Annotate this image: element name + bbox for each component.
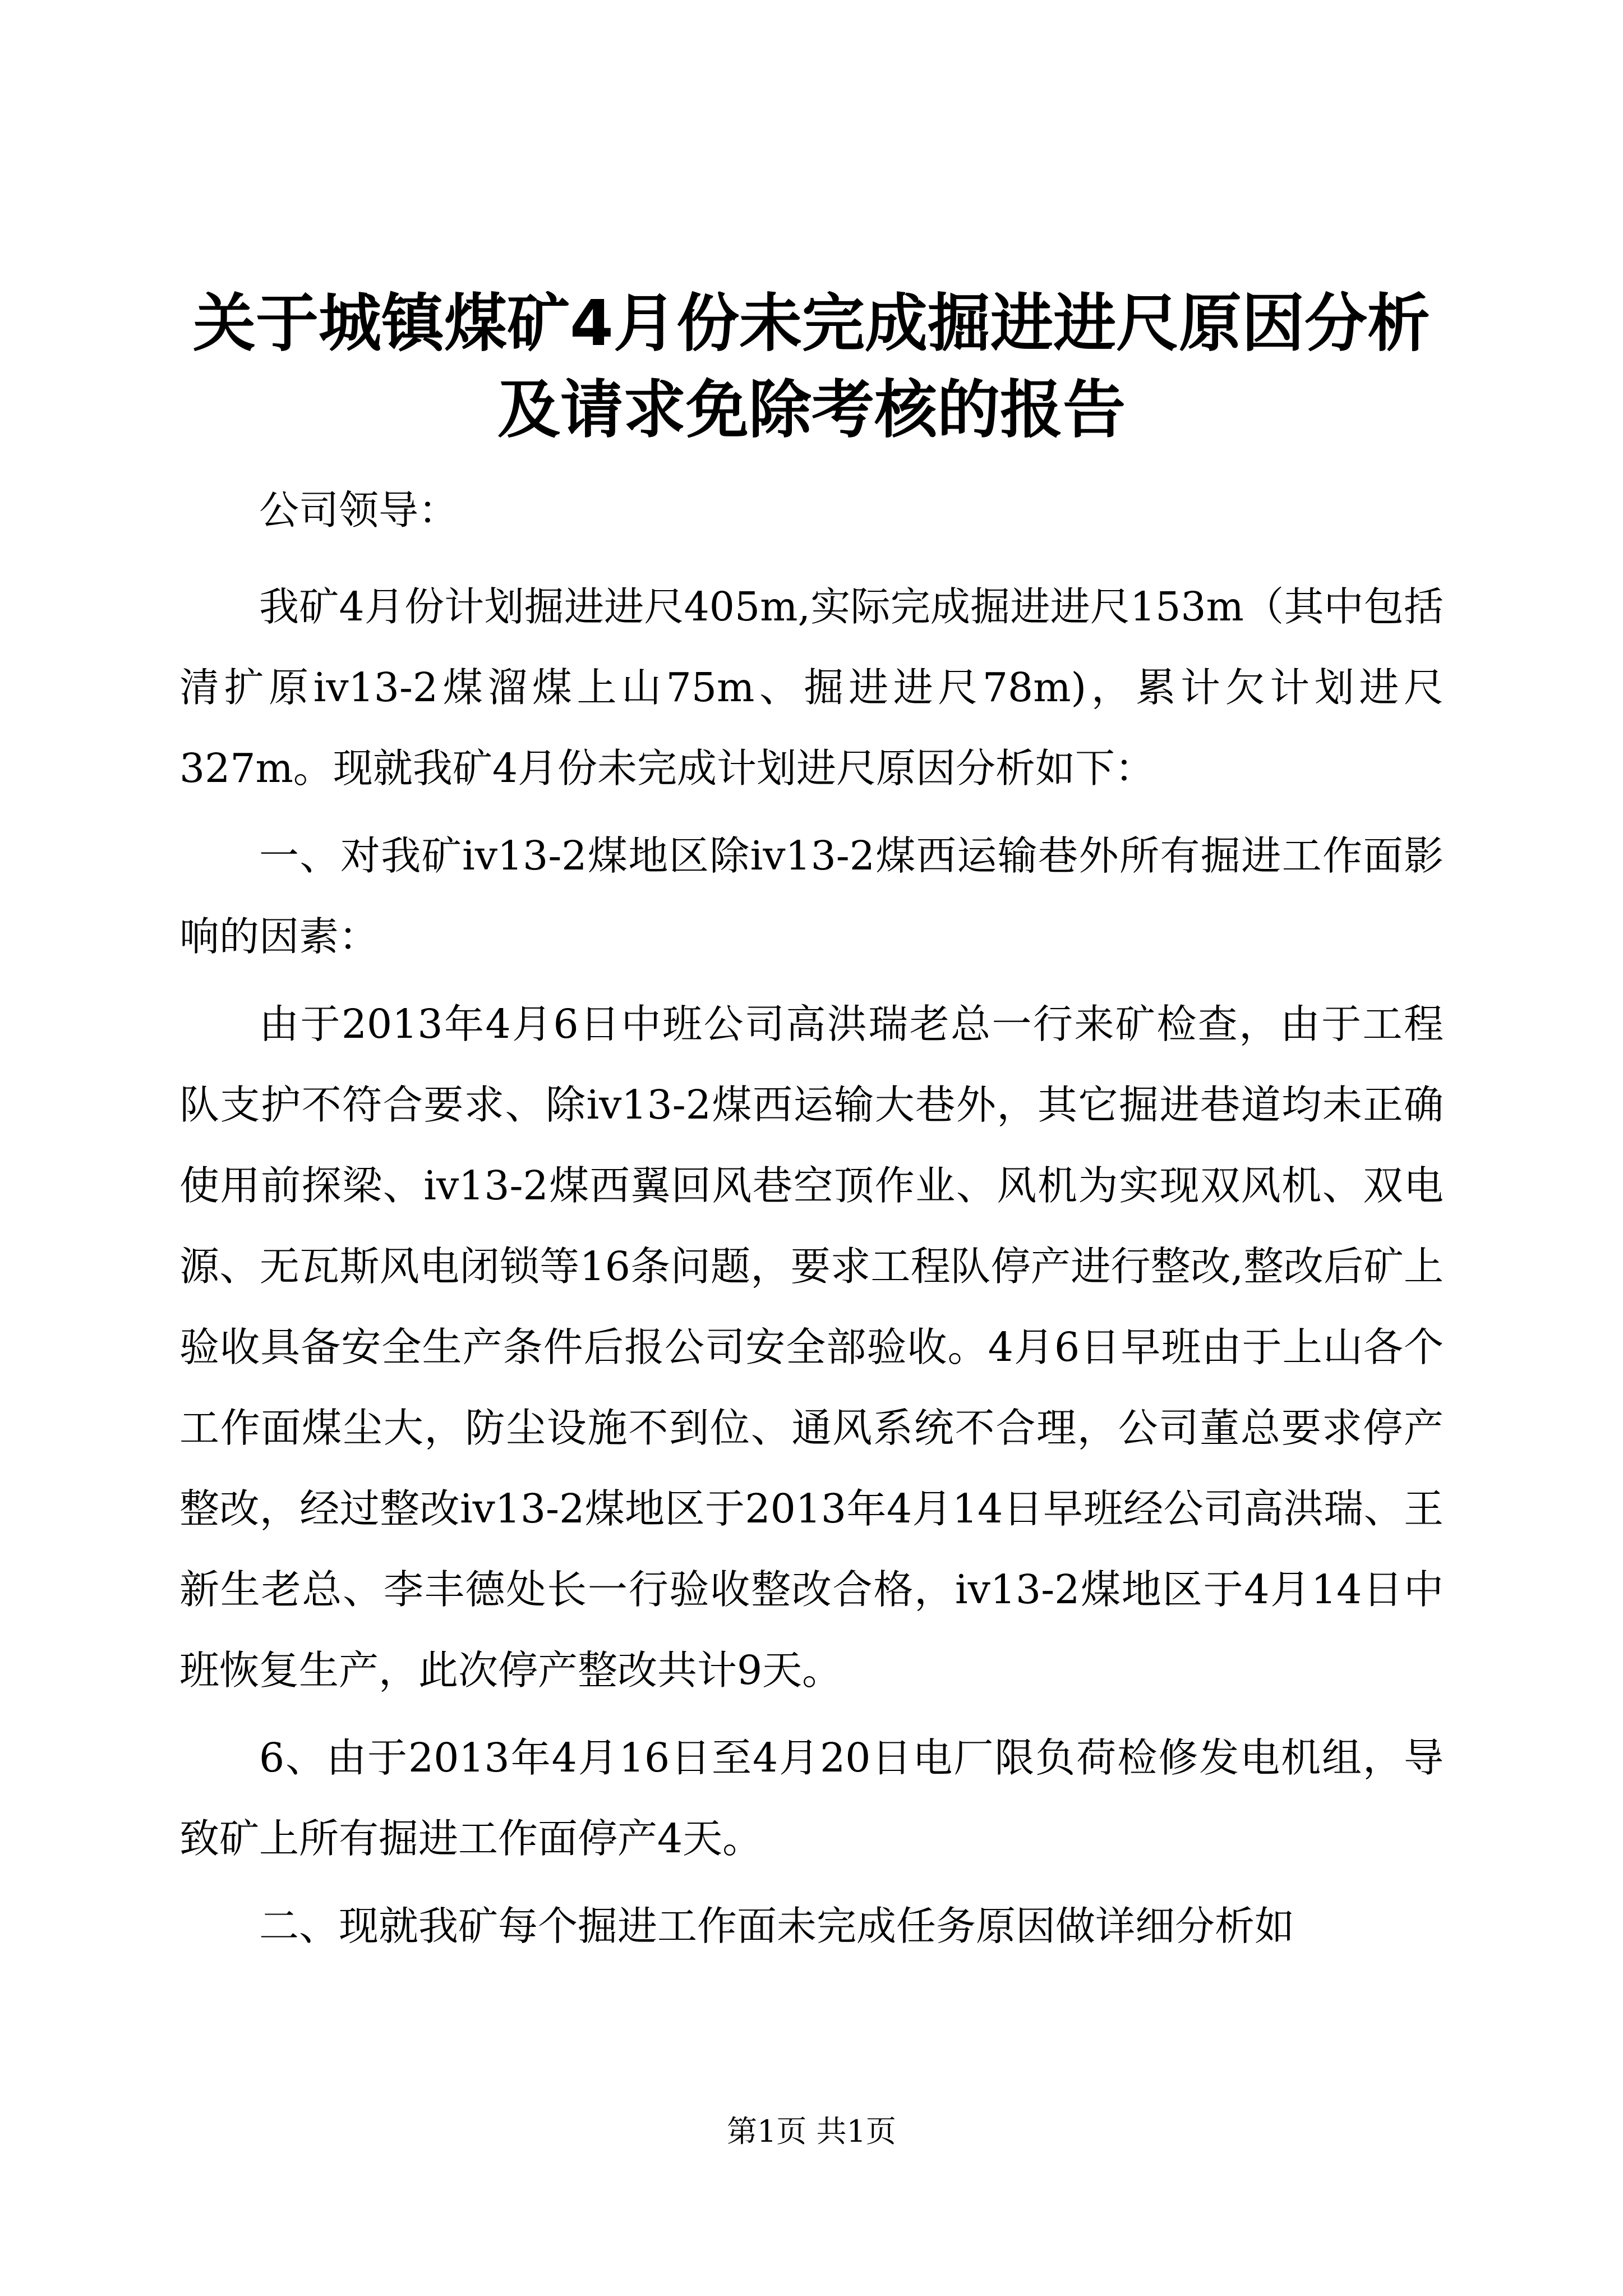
page-footer: 第1页 共1页 [727,2114,896,2149]
document-title-line-2: 及请求免除考核的报告 [497,374,1126,447]
paragraph-power-plant-outage: 6、由于2013年4月16日至4月20日电厂限负荷检修发电机组，导致矿上所有掘进工作面停产4天。 [179,1734,1444,1862]
paragraph-inspection-details: 由于2013年4月6日中班公司高洪瑞老总一行来矿检查，由于工程队支护不符合要求、除iv13-2煤西运输大巷外，其它掘进巷道均未正确使用前探梁、iv13-2煤西翼回风巷空顶作业、风机为实现双风机、双电源、无瓦斯风电闭锁等16条问题，要求工程队停产进行整改,整改后矿上验收具备安全生产条件后报公司安全部验收。4月6日早班由于上山各个工作面煤尘大，防尘设施不到位、通风系统不合理，公司董总要求停产整改，经过整改iv13-2煤地区于2013年4月14日早班经公司高洪瑞、王新生老总、李丰德处长一行验收整改合格，iv13-2煤地区于4月14日中班恢复生产，此次停产整改共计9天。 [179,1001,1444,1694]
document-title-line-1: 关于城镇煤矿4月份未完成掘进进尺原因分析 [193,287,1430,360]
paragraph-section-one-heading: 一、对我矿iv13-2煤地区除iv13-2煤西运输巷外所有掘进工作面影响的因素： [179,832,1444,960]
document-body [179,470,1444,1973]
document-title [140,280,1483,453]
salutation: 公司领导： [259,487,459,533]
paragraph-section-two-heading: 二、现就我矿每个掘进工作面未完成任务原因做详细分析如 [259,1903,1295,1949]
paragraph-plan-summary: 我矿4月份计划掘进进尺405m,实际完成掘进进尺153m（其中包括清扩原iv13-2煤溜煤上山75m、掘进进尺78m)，累计欠计划进尺327m。现就我矿4月份未完成计划进尺原因分析如下： [179,583,1444,792]
